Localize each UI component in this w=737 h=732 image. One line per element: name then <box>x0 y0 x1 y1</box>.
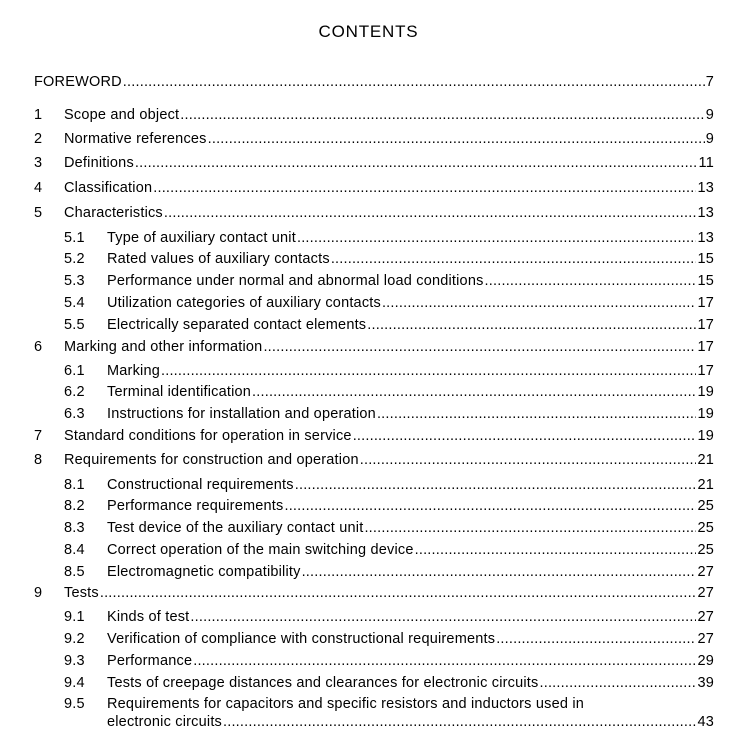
toc-page-number: 27 <box>697 609 714 625</box>
leader-dots <box>153 178 696 198</box>
toc-label: Scope and object <box>64 107 180 123</box>
toc-entry-5[interactable] <box>0 203 737 223</box>
toc-page-number: 27 <box>697 631 714 647</box>
toc-page-number: 27 <box>697 585 714 601</box>
toc-number: 5.4 <box>64 295 85 311</box>
leader-dots <box>540 673 697 693</box>
leader-dots <box>367 315 696 335</box>
leader-dots <box>284 496 696 516</box>
toc-entry-9-3[interactable] <box>0 651 737 671</box>
toc-page-number: 15 <box>697 273 714 289</box>
leader-dots <box>364 518 696 538</box>
toc-number: 8 <box>34 452 43 468</box>
toc-entry-8-1[interactable] <box>0 475 737 495</box>
toc-number: 5.5 <box>64 317 85 333</box>
leader-dots <box>353 426 697 446</box>
toc-label: Test device of the auxiliary contact unit <box>107 520 364 536</box>
toc-entry-6-3[interactable] <box>0 404 737 424</box>
toc-entry-9[interactable] <box>0 583 737 603</box>
toc-page-number: 9 <box>705 131 714 147</box>
toc-number: 5.1 <box>64 230 85 246</box>
toc-label: Requirements for construction and operation <box>64 452 359 468</box>
toc-number: 5 <box>34 205 43 221</box>
leader-dots <box>135 153 698 173</box>
toc-page-number: 7 <box>705 74 714 90</box>
toc-page-number: 39 <box>697 675 714 691</box>
toc-number: 8.1 <box>64 477 85 493</box>
toc-label: Electrically separated contact elements <box>107 317 367 333</box>
toc-page-number: 19 <box>697 406 714 422</box>
toc-entry-7[interactable] <box>0 426 737 446</box>
toc-number: 8.5 <box>64 564 85 580</box>
leader-dots <box>302 562 697 582</box>
toc-label: Performance <box>107 653 193 669</box>
leader-dots <box>190 607 696 627</box>
toc-number: 5.3 <box>64 273 85 289</box>
toc-page-number: 15 <box>697 251 714 267</box>
leader-dots <box>377 404 697 424</box>
toc-number: 6.2 <box>64 384 85 400</box>
toc-label: Terminal identification <box>107 384 252 400</box>
toc-entry-5-2[interactable] <box>0 249 737 269</box>
toc-entry-6[interactable] <box>0 337 737 357</box>
toc-number: 8.4 <box>64 542 85 558</box>
toc-entry-5-3[interactable] <box>0 271 737 291</box>
toc-label: Standard conditions for operation in service <box>64 428 352 444</box>
leader-dots <box>295 475 697 495</box>
toc-entry-6-2[interactable] <box>0 382 737 402</box>
toc-page-number: 13 <box>697 180 714 196</box>
toc-page-number: 13 <box>697 230 714 246</box>
toc-label: Performance requirements <box>107 498 284 514</box>
leader-dots <box>193 651 696 671</box>
toc-label: Marking <box>107 363 160 379</box>
toc-entry-5-1[interactable] <box>0 228 737 248</box>
leader-dots <box>180 105 704 125</box>
toc-page-number: 13 <box>697 205 714 221</box>
toc-label: Constructional requirements <box>107 477 294 493</box>
toc-label: Instructions for installation and operation <box>107 406 376 422</box>
toc-entry-foreword[interactable] <box>0 72 737 92</box>
toc-label: Tests of creepage distances and clearances for electronic circuits <box>107 675 539 691</box>
toc-label: electronic circuits <box>107 714 222 730</box>
toc-page-number: 17 <box>697 295 714 311</box>
leader-dots <box>382 293 697 313</box>
toc-label: Rated values of auxiliary contacts <box>107 251 330 267</box>
toc-entry-1[interactable] <box>0 105 737 125</box>
leader-dots <box>123 72 705 92</box>
leader-dots <box>252 382 696 402</box>
toc-label: Characteristics <box>64 205 163 221</box>
toc-entry-9-1[interactable] <box>0 607 737 627</box>
toc-number: 8.2 <box>64 498 85 514</box>
toc-page-number: 25 <box>697 520 714 536</box>
toc-number: 2 <box>34 131 43 147</box>
toc-label: FOREWORD <box>34 74 122 90</box>
toc-entry-9-5-continued[interactable] <box>0 712 737 732</box>
toc-page-number: 43 <box>697 714 714 730</box>
toc-number: 9.5 <box>64 696 85 712</box>
page-title: CONTENTS <box>318 22 419 41</box>
toc-number: 8.3 <box>64 520 85 536</box>
leader-dots <box>164 203 697 223</box>
toc-entry-9-2[interactable] <box>0 629 737 649</box>
leader-dots <box>208 129 705 149</box>
toc-page-number: 27 <box>697 564 714 580</box>
toc-entry-8-3[interactable] <box>0 518 737 538</box>
leader-dots <box>360 450 697 470</box>
toc-label: Performance under normal and abnormal load conditions <box>107 273 484 289</box>
leader-dots <box>415 540 697 560</box>
toc-page-number: 17 <box>697 363 714 379</box>
leader-dots <box>223 712 696 732</box>
toc-entry-8[interactable] <box>0 450 737 470</box>
toc-number: 7 <box>34 428 43 444</box>
toc-page-number: 25 <box>697 542 714 558</box>
toc-page-number: 9 <box>705 107 714 123</box>
toc-page-number: 21 <box>697 452 714 468</box>
toc-number: 9.2 <box>64 631 85 647</box>
toc-page-number: 25 <box>697 498 714 514</box>
toc-label: Normative references <box>64 131 207 147</box>
toc-page-number: 17 <box>697 339 714 355</box>
leader-dots <box>161 361 696 381</box>
toc-page-number: 17 <box>697 317 714 333</box>
toc-number: 9.4 <box>64 675 85 691</box>
toc-label: Type of auxiliary contact unit <box>107 230 296 246</box>
leader-dots <box>297 228 697 248</box>
toc-entry-3[interactable] <box>0 153 737 173</box>
toc-number: 6 <box>34 339 43 355</box>
toc-number: 9 <box>34 585 43 601</box>
toc-number: 9.1 <box>64 609 85 625</box>
toc-number: 6.3 <box>64 406 85 422</box>
toc-page-number: 29 <box>697 653 714 669</box>
toc-entry-9-4[interactable] <box>0 673 737 693</box>
toc-entry-9-5[interactable] <box>0 694 737 714</box>
toc-entry-8-5[interactable] <box>0 562 737 582</box>
toc-label: Tests <box>64 585 99 601</box>
toc-number: 6.1 <box>64 363 85 379</box>
toc-page-number: 11 <box>698 155 714 171</box>
toc-label: Marking and other information <box>64 339 263 355</box>
toc-label: Classification <box>64 180 153 196</box>
toc-entry-2[interactable] <box>0 129 737 149</box>
leader-dots <box>485 271 697 291</box>
toc-number: 5.2 <box>64 251 85 267</box>
toc-label: Verification of compliance with constructional requirements <box>107 631 496 647</box>
toc-entry-6-1[interactable] <box>0 361 737 381</box>
toc-label: Correct operation of the main switching device <box>107 542 414 558</box>
leader-dots <box>100 583 697 603</box>
leader-dots <box>331 249 697 269</box>
toc-page-number: 21 <box>697 477 714 493</box>
toc-entry-5-4[interactable] <box>0 293 737 313</box>
toc-entry-4[interactable] <box>0 178 737 198</box>
toc-number: 1 <box>34 107 43 123</box>
toc-label: Requirements for capacitors and specific resistors and inductors used in <box>107 696 585 712</box>
toc-label: Utilization categories of auxiliary contacts <box>107 295 381 311</box>
toc-number: 4 <box>34 180 43 196</box>
toc-entry-8-2[interactable] <box>0 496 737 516</box>
toc-entry-5-5[interactable] <box>0 315 737 335</box>
toc-label: Electromagnetic compatibility <box>107 564 301 580</box>
toc-entry-8-4[interactable] <box>0 540 737 560</box>
leader-dots <box>263 337 696 357</box>
toc-number: 3 <box>34 155 43 171</box>
toc-number: 9.3 <box>64 653 85 669</box>
toc-page-number: 19 <box>697 384 714 400</box>
toc-label: Kinds of test <box>107 609 190 625</box>
toc-label: Definitions <box>64 155 134 171</box>
toc-page-number: 19 <box>697 428 714 444</box>
leader-dots <box>496 629 696 649</box>
